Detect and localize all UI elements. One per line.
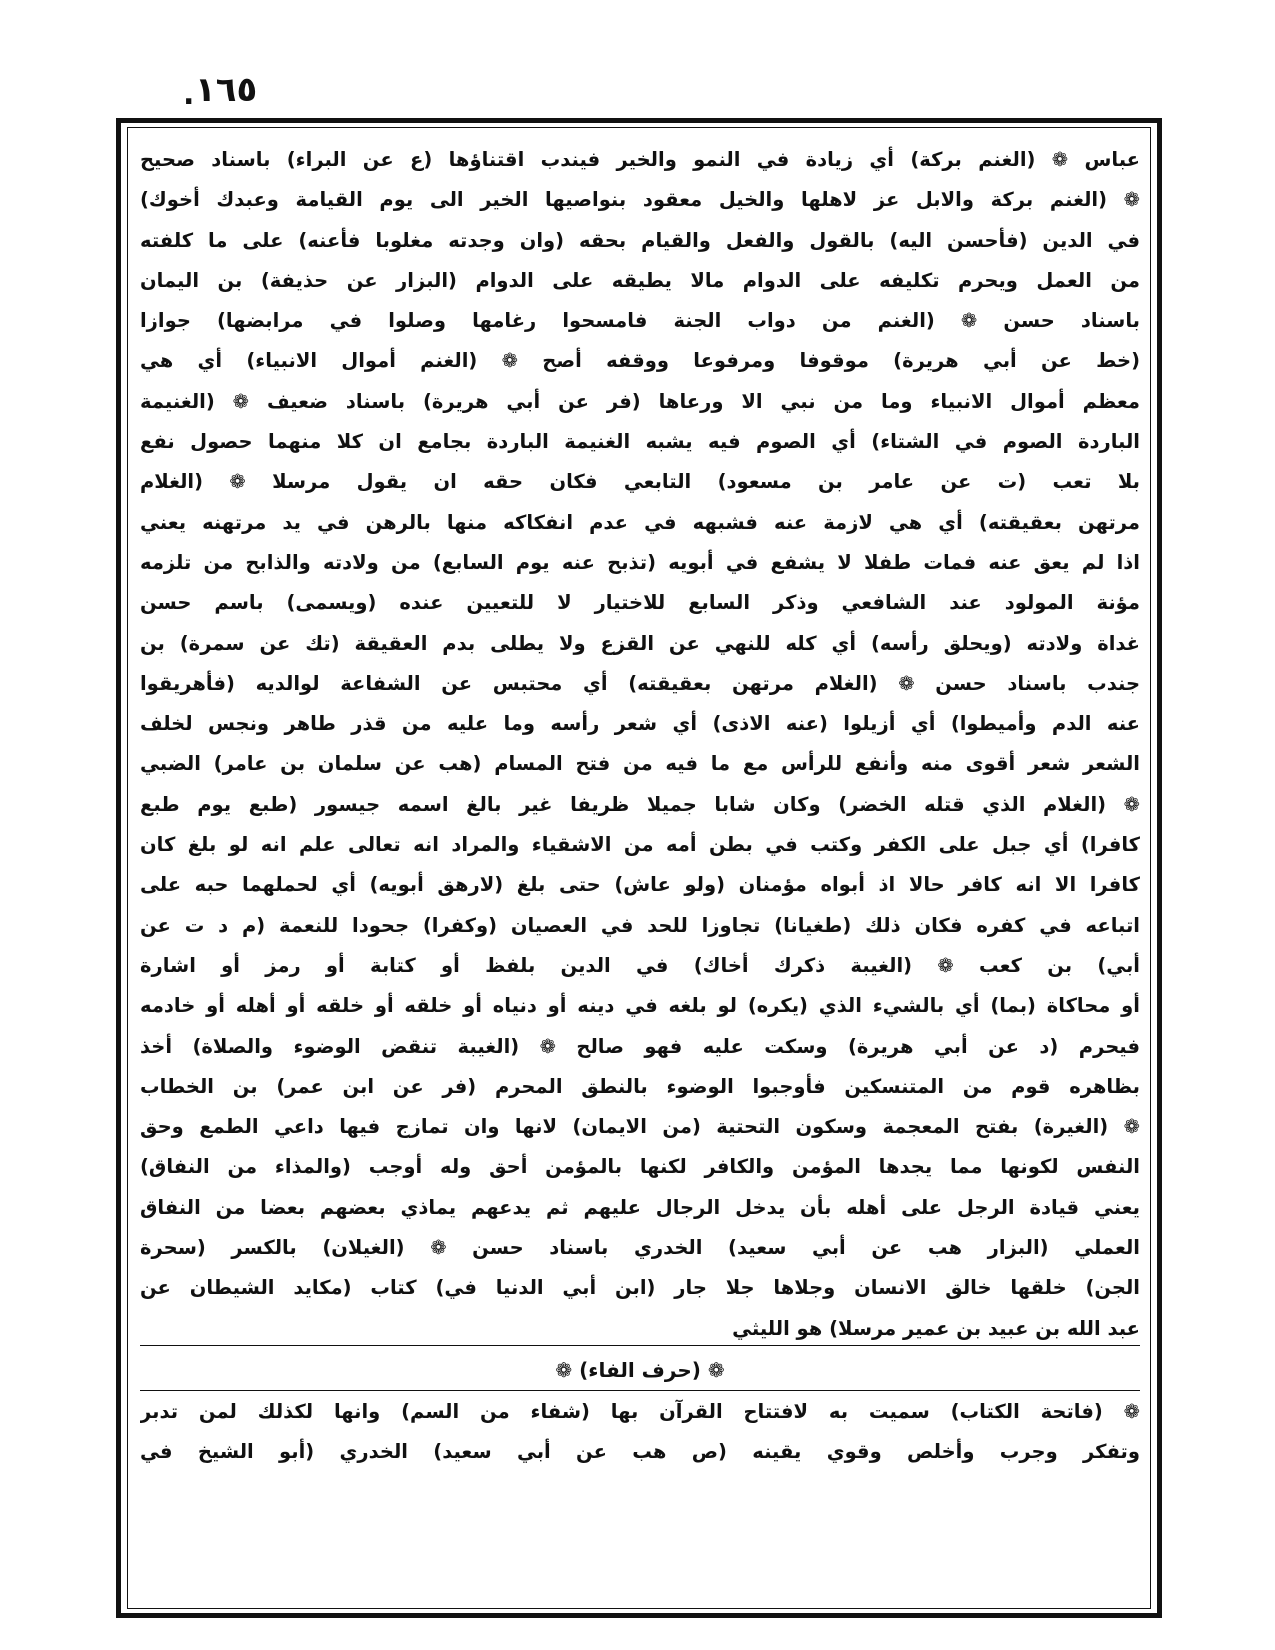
text-line: الباردة الصوم في الشتاء) أي الصوم فيه يشبه الغنيمة الباردة بجامع ان كلا منهما حصول نفع bbox=[140, 430, 1140, 454]
text-line: عباس ❁ (الغنم بركة) أي زيادة في النمو والخير فيندب اقتناؤها (ع عن البراء) باسناد صحيح bbox=[140, 148, 1140, 171]
text-line: باسناد حسن ❁ (الغنم من دواب الجنة فامسحوا رغامها وصلوا في مرابضها) جوازا bbox=[140, 309, 1140, 333]
text-line: بلا تعب (ت عن عامر بن مسعود) التابعي فكان حقه ان يقول مرسلا ❁ (الغلام bbox=[140, 470, 1140, 494]
section-divider-top bbox=[140, 1345, 1140, 1346]
text-line: العملي (البزار هب عن أبي سعيد) الخدري باسناد حسن ❁ (الغيلان) بالكسر (سحرة bbox=[140, 1236, 1140, 1260]
text-line: اتباعه في كفره فكان ذلك (طغيانا) تجاوزا للحد في العصيان (وكفرا) جحودا للنعمة (م د ت عن bbox=[140, 913, 1140, 937]
text-line: ❁ (الغلام الذي قتله الخضر) وكان شابا جميلا ظريفا غير بالغ اسمه جيسور (طبع يوم طبع bbox=[140, 792, 1140, 816]
text-line: بظاهره قوم من المتنسكين فأوجبوا الوضوء بالنطق المحرم (فر عن ابن عمر) بن الخطاب bbox=[140, 1074, 1140, 1098]
text-line: وتفكر وجرب وأخلص وقوي يقينه (ص هب عن أبي سعيد) الخدري (أبو الشيخ في bbox=[140, 1440, 1140, 1464]
text-line: في الدين (فأحسن اليه) بالقول والفعل والقيام بحقه (وان وجدته مغلوبا فأعنه) على ما كلفته bbox=[140, 228, 1140, 252]
text-line: من العمل ويحرم تكليفه على الدوام مالا يطيقه على الدوام (البزار عن حذيفة) بن اليمان bbox=[140, 268, 1140, 292]
text-line: كافرا) أي جبل على الكفر وكتب في بطن أمه من الاشقياء والمراد انه تعالى علم انه لو بلغ كان bbox=[140, 833, 1140, 857]
text-line: يعني قيادة الرجل على أهله بأن يدخل الرجال عليهم ثم يدعهم يماذي بعضهم بعضا من النفاق bbox=[140, 1195, 1140, 1219]
text-line: غداة ولادته (ويحلق رأسه) أي كله للنهي عن القزع ولا يطلى بدم العقيقة (تك عن سمرة) بن bbox=[140, 631, 1140, 655]
text-line: مؤنة المولود عند الشافعي وذكر السابع للاختيار لا للتعيين عنده (ويسمى) باسم حسن bbox=[140, 591, 1140, 615]
text-line: ❁ (فاتحة الكتاب) سميت به لافتتاح القرآن بها (شفاء من السم) وانها لكذلك لمن تدبر bbox=[140, 1400, 1140, 1423]
text-line: مرتهن بعقيقته) أي هي لازمة عنه فشبهه في عدم انفكاكه منها بالرهن في يد مرتهنه يعني bbox=[140, 510, 1140, 534]
text-line: فيحرم (د عن أبي هريرة) وسكت عليه فهو صالح ❁ (الغيبة تنقض الوضوء والصلاة) أخذ bbox=[140, 1034, 1140, 1058]
main-text-block bbox=[140, 140, 1140, 1349]
text-line: أبي) بن كعب ❁ (الغيبة ذكرك أخاك) في الدين بلفظ أو كتابة أو رمز أو اشارة bbox=[140, 953, 1140, 977]
text-line: ❁ (الغيرة) بفتح المعجمة وسكون التحتية (من الايمان) لانها وان تمازج فيها داعي الطمع وحق bbox=[140, 1115, 1140, 1139]
text-line: جندب باسناد حسن ❁ (الغلام مرتهن بعقيقته) أي محتبس عن الشفاعة لوالديه (فأهريقوا bbox=[140, 671, 1140, 695]
text-line: عبد الله بن عبيد بن عمير مرسلا) هو الليثي bbox=[732, 1316, 1140, 1340]
text-line: (خط عن أبي هريرة) موقوفا ومرفوعا ووقفه أصح ❁ (الغنم أموال الانبياء) أي هي bbox=[140, 349, 1140, 373]
text-line: الجن) خلقها خالق الانسان وجلاها جلا جار (ابن أبي الدنيا في) كتاب (مكايد الشيطان عن bbox=[140, 1276, 1140, 1300]
text-line: الشعر شعر أقوى منه وأنفع للرأس مع ما فيه من فتح المسام (هب عن سلمان بن عامر) الضبي bbox=[140, 752, 1140, 776]
section-heading: ❁ (حرف الفاء) ❁ bbox=[555, 1358, 725, 1382]
section-text-block bbox=[140, 1392, 1140, 1473]
text-line: ❁ (الغنم بركة والابل عز لاهلها والخيل معقود بنواصيها الخير الى يوم القيامة وعبدك أخوك) bbox=[140, 188, 1140, 212]
text-line: النفس لكونها مما يجدها المؤمن والكافر لكنها بالمؤمن أحق وله أوجب (والمذاء من النفاق) bbox=[140, 1155, 1140, 1179]
section-divider-bottom bbox=[140, 1390, 1140, 1391]
text-line: عنه الدم وأميطوا) أي أزيلوا (عنه الاذى) أي شعر رأسه وما عليه من قذر طاهر ونجس لخلف bbox=[140, 712, 1140, 736]
text-line: أو محاكاة (بما) أي بالشيء الذي (يكره) لو بلغه في دينه أو دنياه أو خلقه أو خلقه أو أهله أو خادمه bbox=[140, 994, 1140, 1018]
text-line: اذا لم يعق عنه فمات طفلا لا يشفع في أبويه (تذبح عنه يوم السابع) من ولادته والذابح من تلزمه bbox=[140, 550, 1140, 574]
page-number: . ١٦٥ bbox=[195, 70, 257, 110]
text-line: معظم أموال الانبياء وما من نبي الا ورعاها (فر عن أبي هريرة) باسناد ضعيف ❁ (الغنيمة bbox=[140, 389, 1140, 413]
text-line: كافرا الا انه كافر حالا اذ أبواه مؤمنان (ولو عاش) حتى بلغ (لارهق أبويه) أي لحملهما حبه على bbox=[140, 873, 1140, 897]
